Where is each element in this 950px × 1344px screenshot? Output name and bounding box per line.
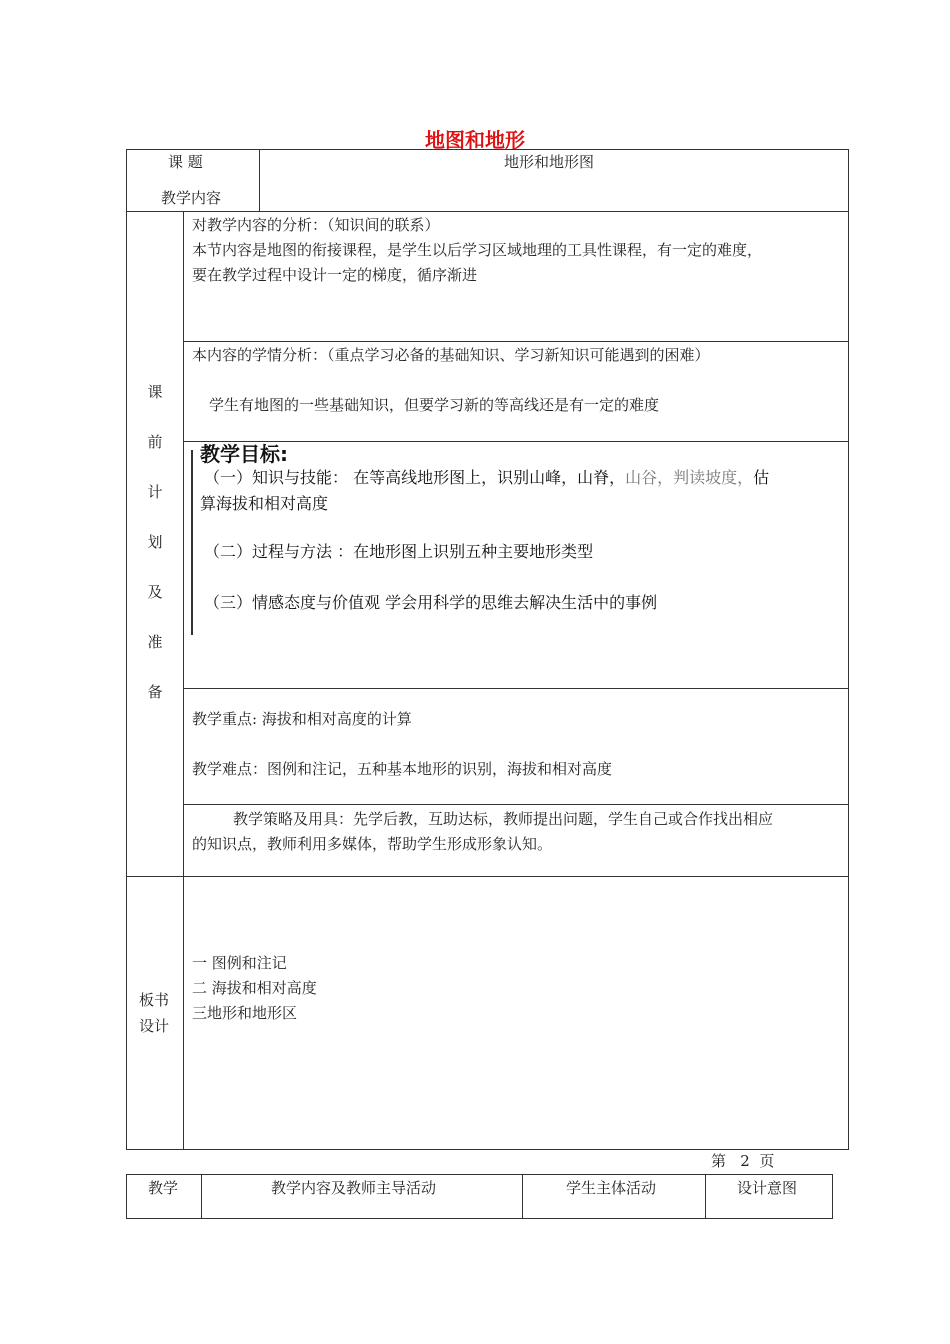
side-char: 前 [147, 433, 163, 451]
key-point: 教学重点: 海拔和相对高度的计算 [192, 710, 412, 728]
learner-heading: 本内容的学情分析：（重点学习必备的基础知识、学习新知识可能遇到的困难） [192, 346, 710, 364]
topic-label: 课 题 [168, 153, 203, 171]
objective-knowledge-cont: 算海拔和相对高度 [200, 494, 329, 513]
side-char: 计 [147, 483, 163, 501]
strategy-line: 的知识点，教师利用多媒体，帮助学生形成形象认知。 [192, 835, 553, 853]
board-label: 设计 [139, 1017, 170, 1035]
objective-process: （二）过程与方法 ：在地形图上识别五种主要地形类型 [204, 542, 594, 561]
board-label: 板书 [139, 991, 170, 1009]
learner-body: 学生有地图的一些基础知识，但要学习新的等高线还是有一定的难度 [209, 396, 660, 414]
side-char: 课 [147, 383, 163, 401]
difficult-point: 教学难点：图例和注记，五种基本地形的识别，海拔和相对高度 [192, 760, 613, 778]
analysis-heading: 对教学内容的分析：（知识间的联系） [192, 216, 440, 234]
objective-attitude: （三）情感态度与价值观 学会用科学的思维去解决生活中的事例 [204, 593, 658, 612]
strategy-line: 教学策略及用具：先学后教，互助达标，教师提出问题，学生自己或合作找出相应 [233, 810, 774, 828]
analysis-line: 本节内容是地图的衔接课程，是学生以后学习区域地理的工具性课程，有一定的难度， [192, 241, 763, 259]
side-char: 划 [147, 533, 163, 551]
objective-knowledge: （一）知识与技能： 在等高线地形图上，识别山峰，山脊，山谷，判读坡度，估 [204, 468, 770, 487]
table-header: 学生主体活动 [566, 1179, 657, 1197]
side-char: 及 [147, 583, 163, 601]
board-item: 一 图例和注记 [192, 954, 287, 972]
board-item: 二 海拔和相对高度 [192, 979, 317, 997]
page-number: 第 2 页 [711, 1152, 775, 1170]
table-header: 教学内容及教师主导活动 [271, 1179, 437, 1197]
objectives-heading: 教学目标: [200, 442, 288, 466]
side-char: 备 [147, 683, 163, 701]
analysis-line: 要在教学过程中设计一定的梯度，循序渐进 [192, 266, 478, 284]
table-header: 教学 [148, 1179, 179, 1197]
topic-value: 地形和地形图 [504, 153, 595, 171]
table-header: 设计意图 [737, 1179, 798, 1197]
content-label: 教学内容 [161, 189, 222, 207]
side-char: 准 [147, 633, 163, 651]
page-title: 地图和地形 [425, 128, 525, 152]
board-item: 三地形和地形区 [192, 1004, 298, 1022]
